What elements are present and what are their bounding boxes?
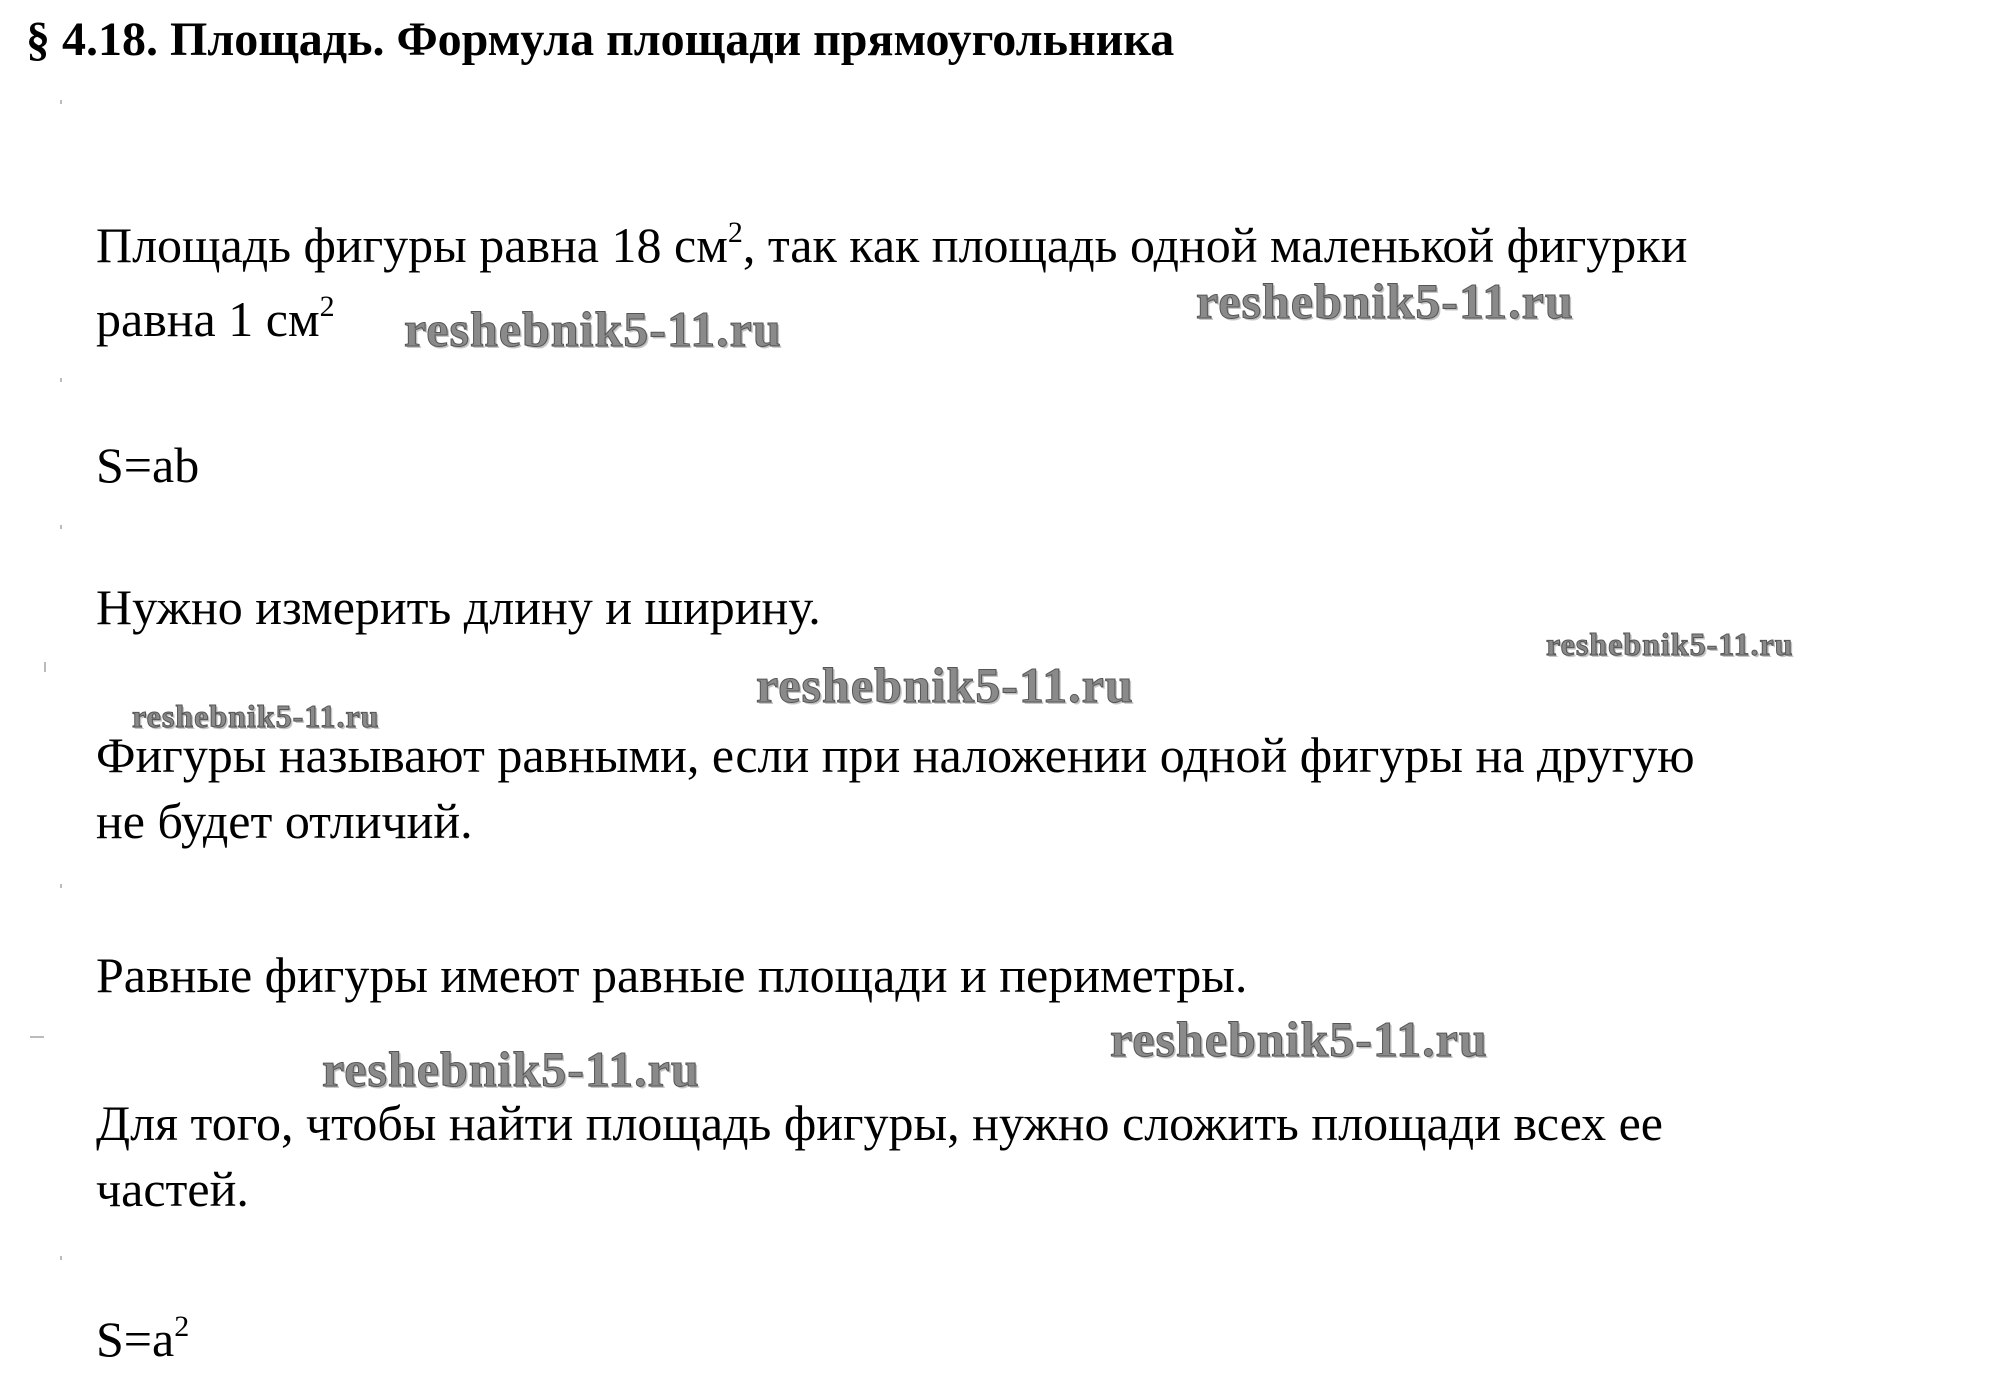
formula-s-ab: S=ab xyxy=(96,437,200,493)
watermark: reshebnik5-11.ru xyxy=(1196,273,1574,329)
margin-mark xyxy=(30,1036,44,1038)
text-run: равна 1 см xyxy=(96,291,320,347)
margin-mark xyxy=(44,662,46,672)
paragraph-sum-areas xyxy=(96,1090,1663,1222)
paragraph-line: не будет отличий. xyxy=(96,793,473,849)
paragraph-line: частей. xyxy=(96,1161,249,1217)
watermark: reshebnik5-11.ru xyxy=(1546,626,1794,662)
watermark: reshebnik5-11.ru xyxy=(132,698,380,734)
superscript: 2 xyxy=(319,290,335,323)
watermark: reshebnik5-11.ru xyxy=(756,657,1134,713)
superscript: 2 xyxy=(174,1310,190,1343)
section-heading: § 4.18. Площадь. Формула площади прямоугольника xyxy=(26,13,1175,66)
paragraph-equal-figures xyxy=(96,722,1695,854)
margin-mark xyxy=(60,378,62,382)
text-run: , так как площадь одной маленькой фигурки xyxy=(742,217,1688,273)
margin-mark xyxy=(60,525,62,529)
formula-s-a-squared xyxy=(96,1306,189,1380)
paragraph-measure: Нужно измерить длину и ширину. xyxy=(96,579,821,635)
paragraph-equal-areas: Равные фигуры имеют равные площади и периметры. xyxy=(96,947,1248,1003)
superscript: 2 xyxy=(727,216,743,249)
margin-mark xyxy=(60,884,62,888)
text-run: S=a xyxy=(96,1311,175,1367)
watermark: reshebnik5-11.ru xyxy=(1110,1011,1488,1067)
watermark: reshebnik5-11.ru xyxy=(404,301,782,357)
text-run: Площадь фигуры равна 18 см xyxy=(96,217,728,273)
watermark: reshebnik5-11.ru xyxy=(322,1041,700,1097)
margin-mark xyxy=(60,1256,62,1260)
margin-mark xyxy=(60,100,62,104)
paragraph-line: Для того, чтобы найти площадь фигуры, нужно сложить площади всех ее xyxy=(96,1095,1663,1151)
paragraph-line: Фигуры называют равными, если при наложении одной фигуры на другую xyxy=(96,727,1695,783)
